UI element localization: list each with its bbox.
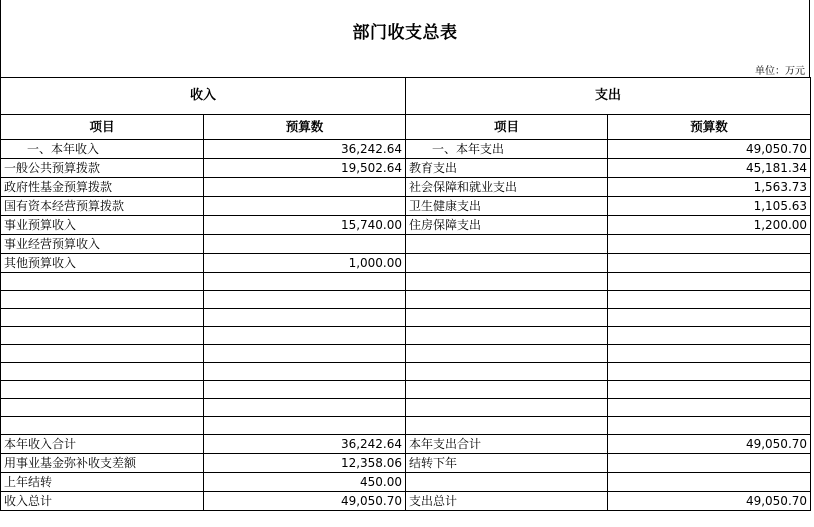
- income-budget-cell: 19,502.64: [204, 159, 406, 178]
- expense-budget-cell: [608, 291, 811, 309]
- expense-budget-header: 预算数: [608, 115, 811, 140]
- income-item-header: 项目: [1, 115, 204, 140]
- expense-budget-cell: 45,181.34: [608, 159, 811, 178]
- expense-item-cell: 支出总计: [406, 492, 608, 511]
- expense-item-cell: [406, 327, 608, 345]
- income-budget-cell: 1,000.00: [204, 254, 406, 273]
- table-row: [1, 435, 811, 454]
- table-row: [1, 140, 811, 159]
- income-budget-cell: [204, 178, 406, 197]
- income-item-cell: [1, 291, 204, 309]
- expense-budget-cell: 1,563.73: [608, 178, 811, 197]
- expense-item-cell: [406, 399, 608, 417]
- income-item-cell: 一般公共预算拨款: [1, 159, 204, 178]
- income-budget-cell: [204, 417, 406, 435]
- table-row: [1, 417, 811, 435]
- income-budget-cell: 36,242.64: [204, 140, 406, 159]
- expense-budget-cell: [608, 454, 811, 473]
- expense-budget-cell: [608, 473, 811, 492]
- expense-budget-cell: 49,050.70: [608, 140, 811, 159]
- expense-budget-cell: [608, 345, 811, 363]
- expense-item-cell: [406, 345, 608, 363]
- expense-item-cell: [406, 381, 608, 399]
- expense-budget-cell: [608, 363, 811, 381]
- income-budget-cell: [204, 381, 406, 399]
- expense-item-cell: [406, 254, 608, 273]
- table-row: [1, 473, 811, 492]
- income-item-cell: 本年收入合计: [1, 435, 204, 454]
- income-item-cell: 上年结转: [1, 473, 204, 492]
- income-item-cell: 事业预算收入: [1, 216, 204, 235]
- expense-item-cell: 教育支出: [406, 159, 608, 178]
- income-header: 收入: [1, 78, 406, 115]
- income-budget-cell: 12,358.06: [204, 454, 406, 473]
- income-budget-cell: [204, 291, 406, 309]
- table-row: [1, 363, 811, 381]
- income-budget-cell: [204, 327, 406, 345]
- expense-budget-cell: [608, 254, 811, 273]
- income-budget-cell: [204, 345, 406, 363]
- expense-item-cell: [406, 309, 608, 327]
- income-budget-cell: 450.00: [204, 473, 406, 492]
- unit-area: [0, 60, 810, 77]
- unit-label: 单位：万元: [755, 66, 805, 77]
- section-header-row: [1, 78, 811, 115]
- expense-item-cell: 结转下年: [406, 454, 608, 473]
- income-item-cell: 事业经营预算收入: [1, 235, 204, 254]
- expense-header: 支出: [406, 78, 811, 115]
- expense-budget-cell: [608, 399, 811, 417]
- income-budget-cell: [204, 235, 406, 254]
- table-row: [1, 327, 811, 345]
- expense-item-header: 项目: [406, 115, 608, 140]
- income-budget-cell: [204, 197, 406, 216]
- income-item-cell: [1, 363, 204, 381]
- income-item-cell: [1, 273, 204, 291]
- income-budget-cell: [204, 273, 406, 291]
- expense-item-cell: 住房保障支出: [406, 216, 608, 235]
- income-item-cell: 政府性基金预算拨款: [1, 178, 204, 197]
- income-item-cell: 一、本年收入: [1, 140, 204, 159]
- table-row: [1, 309, 811, 327]
- table-row: [1, 254, 811, 273]
- page-title: 部门收支总表: [352, 23, 458, 43]
- table-row: [1, 235, 811, 254]
- table-row: [1, 291, 811, 309]
- table-row: [1, 178, 811, 197]
- expense-budget-cell: 49,050.70: [608, 492, 811, 511]
- table-row: [1, 159, 811, 178]
- column-header-row: [1, 115, 811, 140]
- expense-item-cell: [406, 417, 608, 435]
- income-budget-cell: 49,050.70: [204, 492, 406, 511]
- income-budget-header: 预算数: [204, 115, 406, 140]
- table-row: [1, 197, 811, 216]
- income-item-cell: 其他预算收入: [1, 254, 204, 273]
- income-budget-cell: 15,740.00: [204, 216, 406, 235]
- expense-budget-cell: [608, 381, 811, 399]
- income-item-cell: [1, 327, 204, 345]
- expense-item-cell: 本年支出合计: [406, 435, 608, 454]
- budget-table: [0, 77, 811, 511]
- expense-item-cell: [406, 473, 608, 492]
- table-row: [1, 273, 811, 291]
- income-item-cell: 用事业基金弥补收支差额: [1, 454, 204, 473]
- income-item-cell: [1, 399, 204, 417]
- expense-budget-cell: [608, 273, 811, 291]
- expense-item-cell: 社会保障和就业支出: [406, 178, 608, 197]
- expense-budget-cell: 1,105.63: [608, 197, 811, 216]
- expense-budget-cell: 1,200.00: [608, 216, 811, 235]
- expense-item-cell: [406, 363, 608, 381]
- income-budget-cell: [204, 363, 406, 381]
- income-budget-cell: [204, 399, 406, 417]
- expense-item-cell: [406, 291, 608, 309]
- expense-budget-cell: [608, 417, 811, 435]
- expense-item-cell: 一、本年支出: [406, 140, 608, 159]
- income-budget-cell: [204, 309, 406, 327]
- expense-item-cell: [406, 273, 608, 291]
- expense-item-cell: [406, 235, 608, 254]
- table-row: [1, 399, 811, 417]
- table-row: [1, 381, 811, 399]
- income-item-cell: [1, 417, 204, 435]
- expense-budget-cell: [608, 327, 811, 345]
- table-row: [1, 492, 811, 511]
- income-item-cell: [1, 381, 204, 399]
- income-item-cell: 国有资本经营预算拨款: [1, 197, 204, 216]
- expense-budget-cell: 49,050.70: [608, 435, 811, 454]
- expense-budget-cell: [608, 309, 811, 327]
- expense-budget-cell: [608, 235, 811, 254]
- table-row: [1, 216, 811, 235]
- expense-item-cell: 卫生健康支出: [406, 197, 608, 216]
- table-row: [1, 454, 811, 473]
- income-item-cell: [1, 345, 204, 363]
- income-item-cell: [1, 309, 204, 327]
- income-item-cell: 收入总计: [1, 492, 204, 511]
- title-area: [0, 0, 810, 60]
- table-row: [1, 345, 811, 363]
- income-budget-cell: 36,242.64: [204, 435, 406, 454]
